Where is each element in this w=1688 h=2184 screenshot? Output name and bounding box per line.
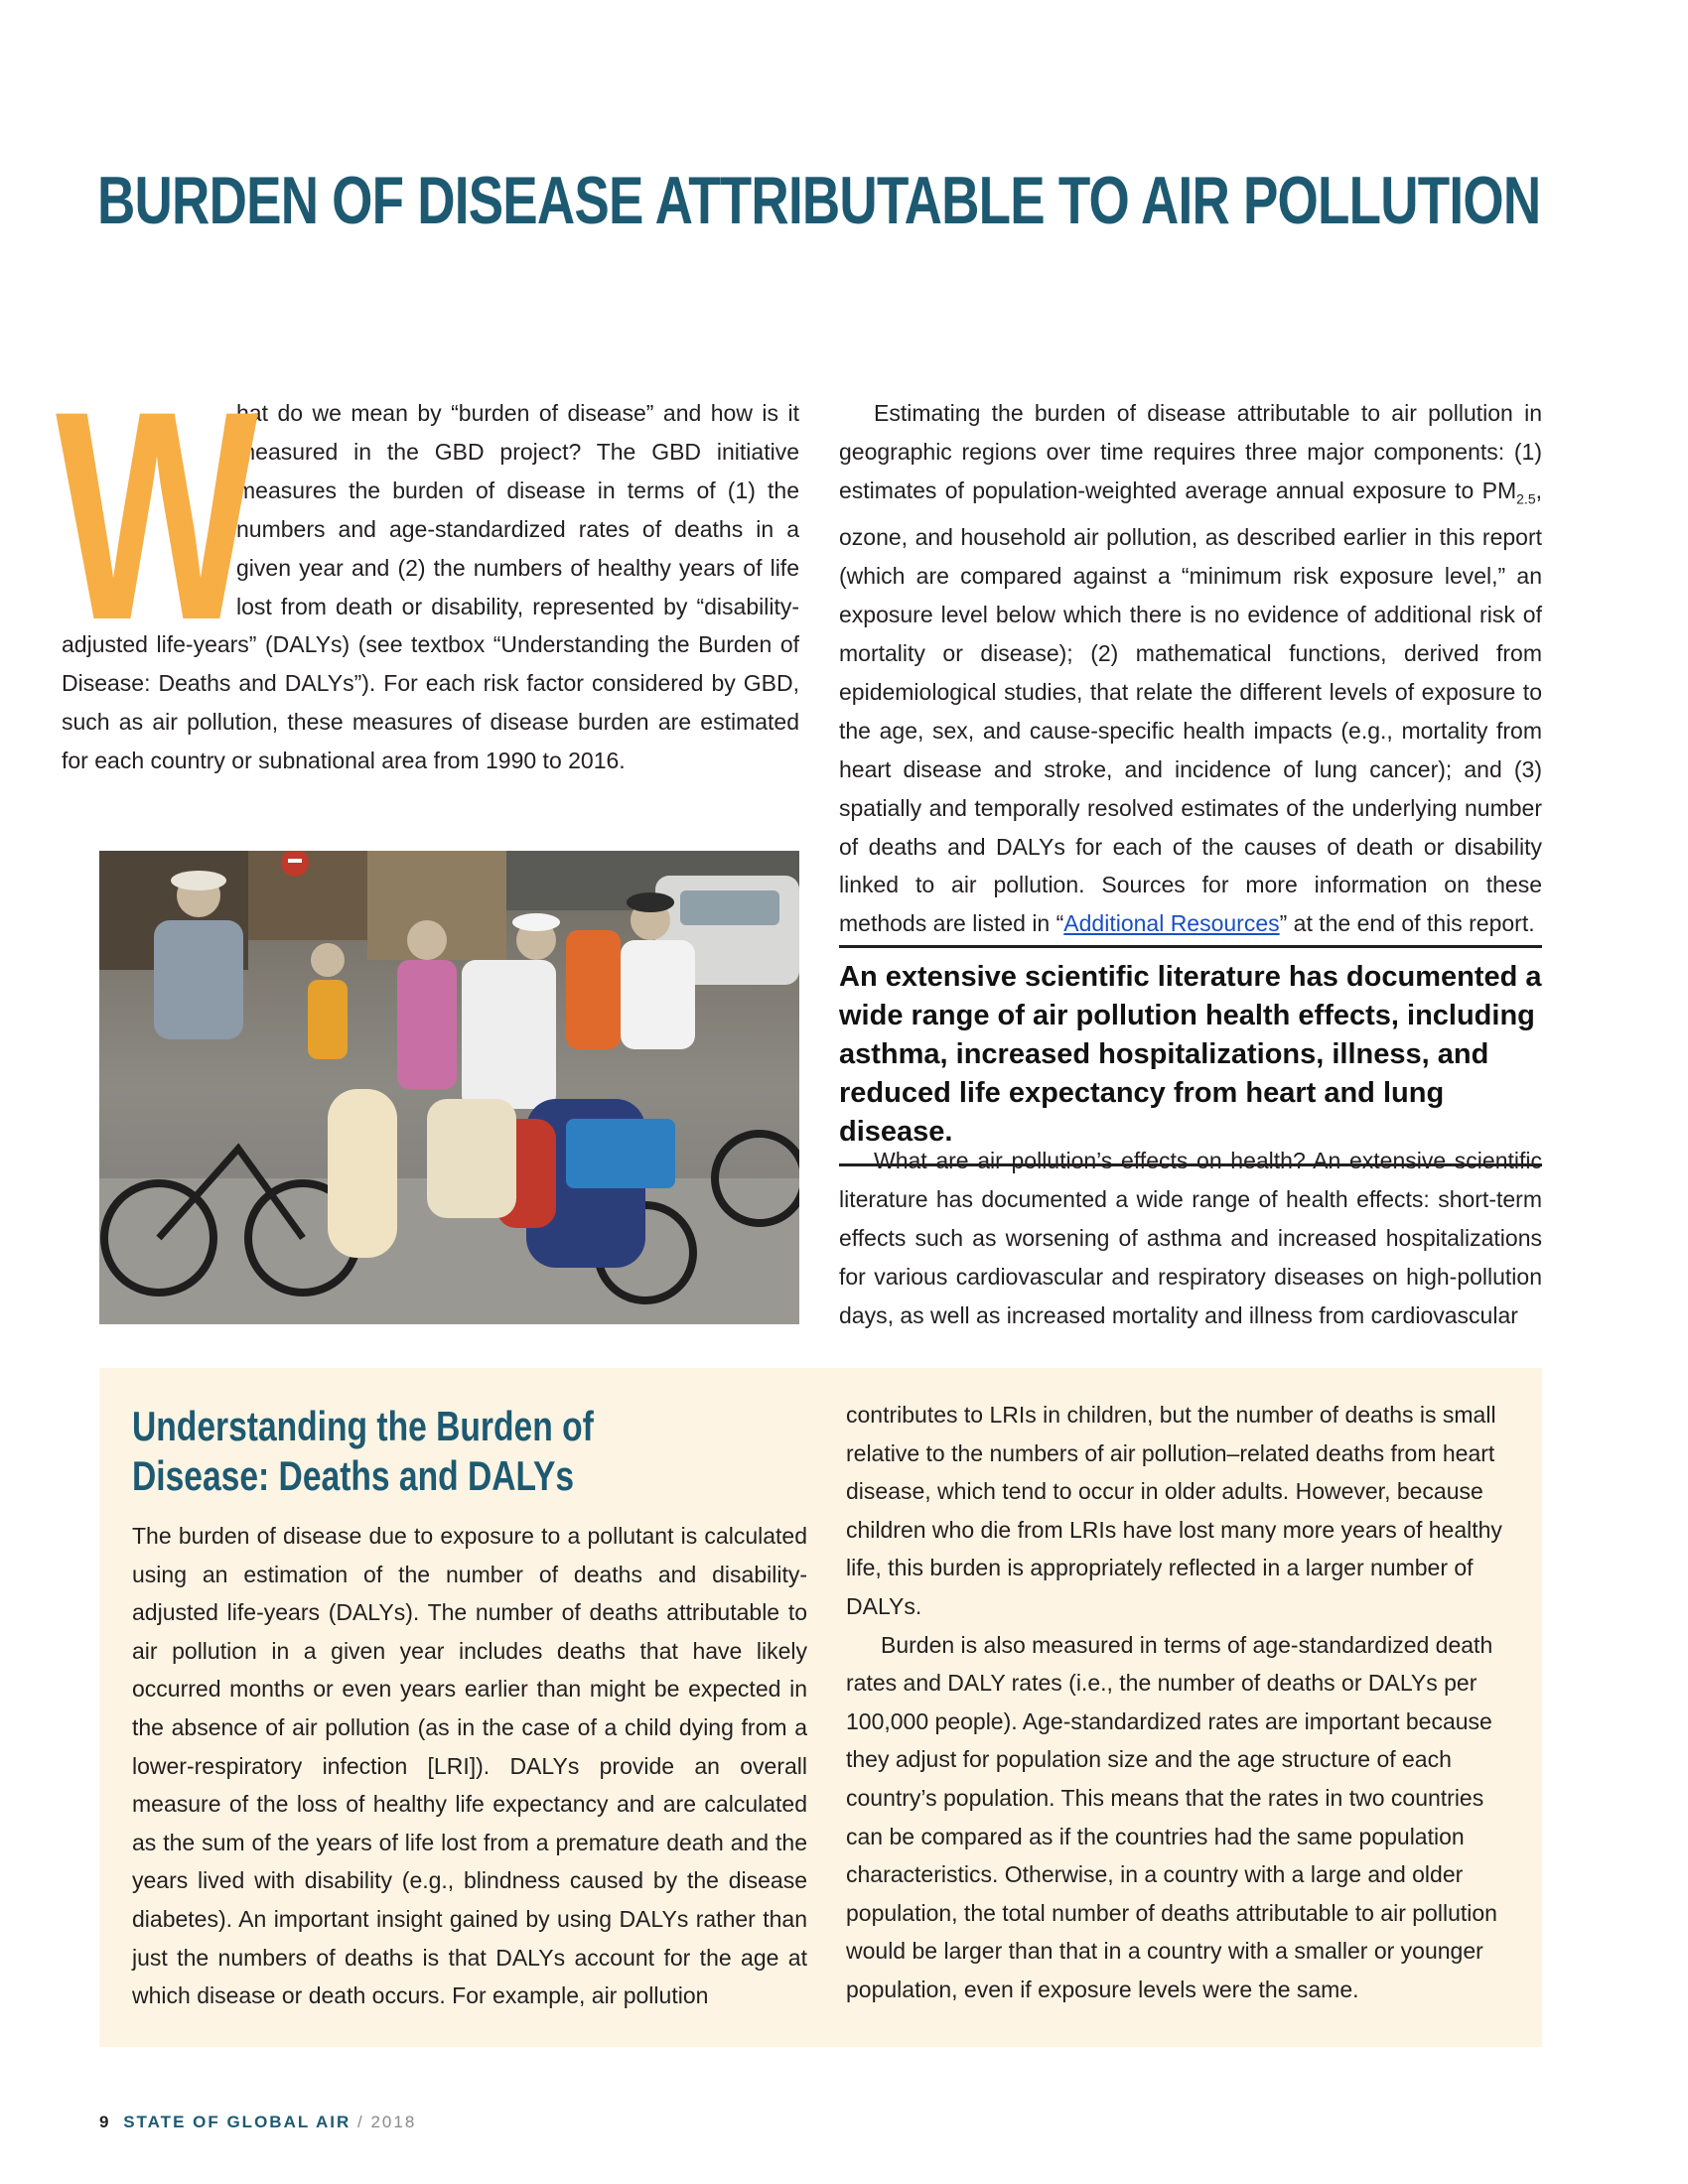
photo-illustration <box>99 851 799 1324</box>
page-number: 9 <box>99 2113 111 2131</box>
intro-text: hat do we mean by “burden of disease” and how is it measured in the GBD project? The GBD initiative measures the burden of disease in terms of (1) the numbers and age-standardized rates of deaths in a given year and (2) the numbers of healthy years of life lost from death or disability, represented by “disability-adjusted life-years” (DALYs) (see textbox “Understanding the Burden of Disease: Deaths and DALYs”). For each risk factor considered by GBD, such as air pollution, these measures of disease burden are estimated for each country or subnational area from 1990 to 2016. <box>62 400 799 774</box>
pm-subscript: 2.5 <box>1516 490 1536 507</box>
methods-text-a: Estimating the burden of disease attributable to air pollution in geographic regions over time requires three major components: (1) estimates of population-weighted average annual exposure to PM <box>839 400 1542 503</box>
drop-cap-letter: W <box>56 348 258 682</box>
sidebar-right-paragraph-1: contributes to LRIs in children, but the number of deaths is small relative to the numbers of air pollution–related deaths from heart disease, which tend to occur in older adults. However, because children who die from LRIs have lost many more years of healthy life, this burden is appropriately reflected in a larger number of DALYs. <box>846 1402 1502 1619</box>
drop-cap <box>56 348 258 682</box>
sidebar-textbox <box>99 1368 1542 2047</box>
methods-paragraph <box>839 394 1542 943</box>
pull-quote-text: An extensive scientific literature has documented a wide range of air pollution health effects, including asthma, increased hospitalizations, illness, and reduced life expectancy from heart and lung disease. <box>839 961 1542 1148</box>
intro-section <box>56 348 799 780</box>
pull-quote <box>839 945 1542 1166</box>
intro-paragraph <box>56 348 799 780</box>
methods-section <box>839 394 1542 943</box>
methods-text-c: ” at the end of this report. <box>1279 910 1535 937</box>
additional-resources-link[interactable]: Additional Resources <box>1063 910 1280 937</box>
health-effects-paragraph: What are air pollution’s effects on health? An extensive scientific literature has documented a wide range of health effects: short-term effects such as worsening of asthma and increased hospitalizations for various cardiovascular and respiratory diseases on high-pollution days, as well as increased mortality and illness from cardiovascular <box>839 1148 1542 1328</box>
methods-text-b: , ozone, and household air pollution, as described earlier in this report (which are compared against a “minimum risk exposure level,” an exposure level below which there is no evidence of additional risk of mortality or disease); (2) mathematical functions, derived from epidemiological studies, that relate the different levels of exposure to the age, sex, and cause-specific health impacts (e.g., mortality from heart disease and stroke, and incidence of lung cancer); and (3) spatially and temporally resolved estimates of the underlying number of deaths and DALYs for each of the causes of death or disability linked to air pollution. Sources for more information on these methods are listed in “ <box>839 477 1542 937</box>
sidebar-right-paragraph-2: Burden is also measured in terms of age-standardized death rates and DALY rates (i.e., the number of deaths or DALYs per 100,000 people). Age-standardized rates are important because they adjust for population size and the age structure of each country’s population. This means that the rates in two countries can be compared as if the countries had the same population characteristics. Otherwise, in a country with a large and older population, the total number of deaths attributable to air pollution would be larger than that in a country with a smaller or younger population, even if exposure levels were the same. <box>846 1631 1497 2002</box>
page-footer <box>99 2113 416 2132</box>
health-effects-section <box>839 1142 1542 1335</box>
sidebar-left-text: The burden of disease due to exposure to a pollutant is calculated using an estimation of the number of deaths and disability-adjusted life-years (DALYs). The number of deaths attributable to air pollution in a given year includes deaths that have likely occurred months or even years earlier than might be expected in the absence of air pollution (as in the case of a child dying from a lower-respiratory infection [LRI]). DALYs provide an overall measure of the loss of healthy life expectancy and are calculated as the sum of the years of life lost from a premature death and the years lived with disability (e.g., blindness caused by the disease diabetes). An important insight gained by using DALYs rather than just the numbers of deaths is that DALYs account for the age at which disease or death occurs. For example, air pollution <box>132 1523 807 2009</box>
page-title: BURDEN OF DISEASE ATTRIBUTABLE TO AIR POLLUTION <box>97 163 1541 238</box>
publication-year: / 2018 <box>357 2113 417 2131</box>
sidebar-right-column <box>846 1396 1521 2009</box>
sidebar-title: Understanding the Burden of Disease: Deaths and DALYs <box>132 1403 594 1499</box>
publication-name: STATE OF GLOBAL AIR <box>123 2113 352 2131</box>
street-traffic-photo <box>99 851 799 1324</box>
